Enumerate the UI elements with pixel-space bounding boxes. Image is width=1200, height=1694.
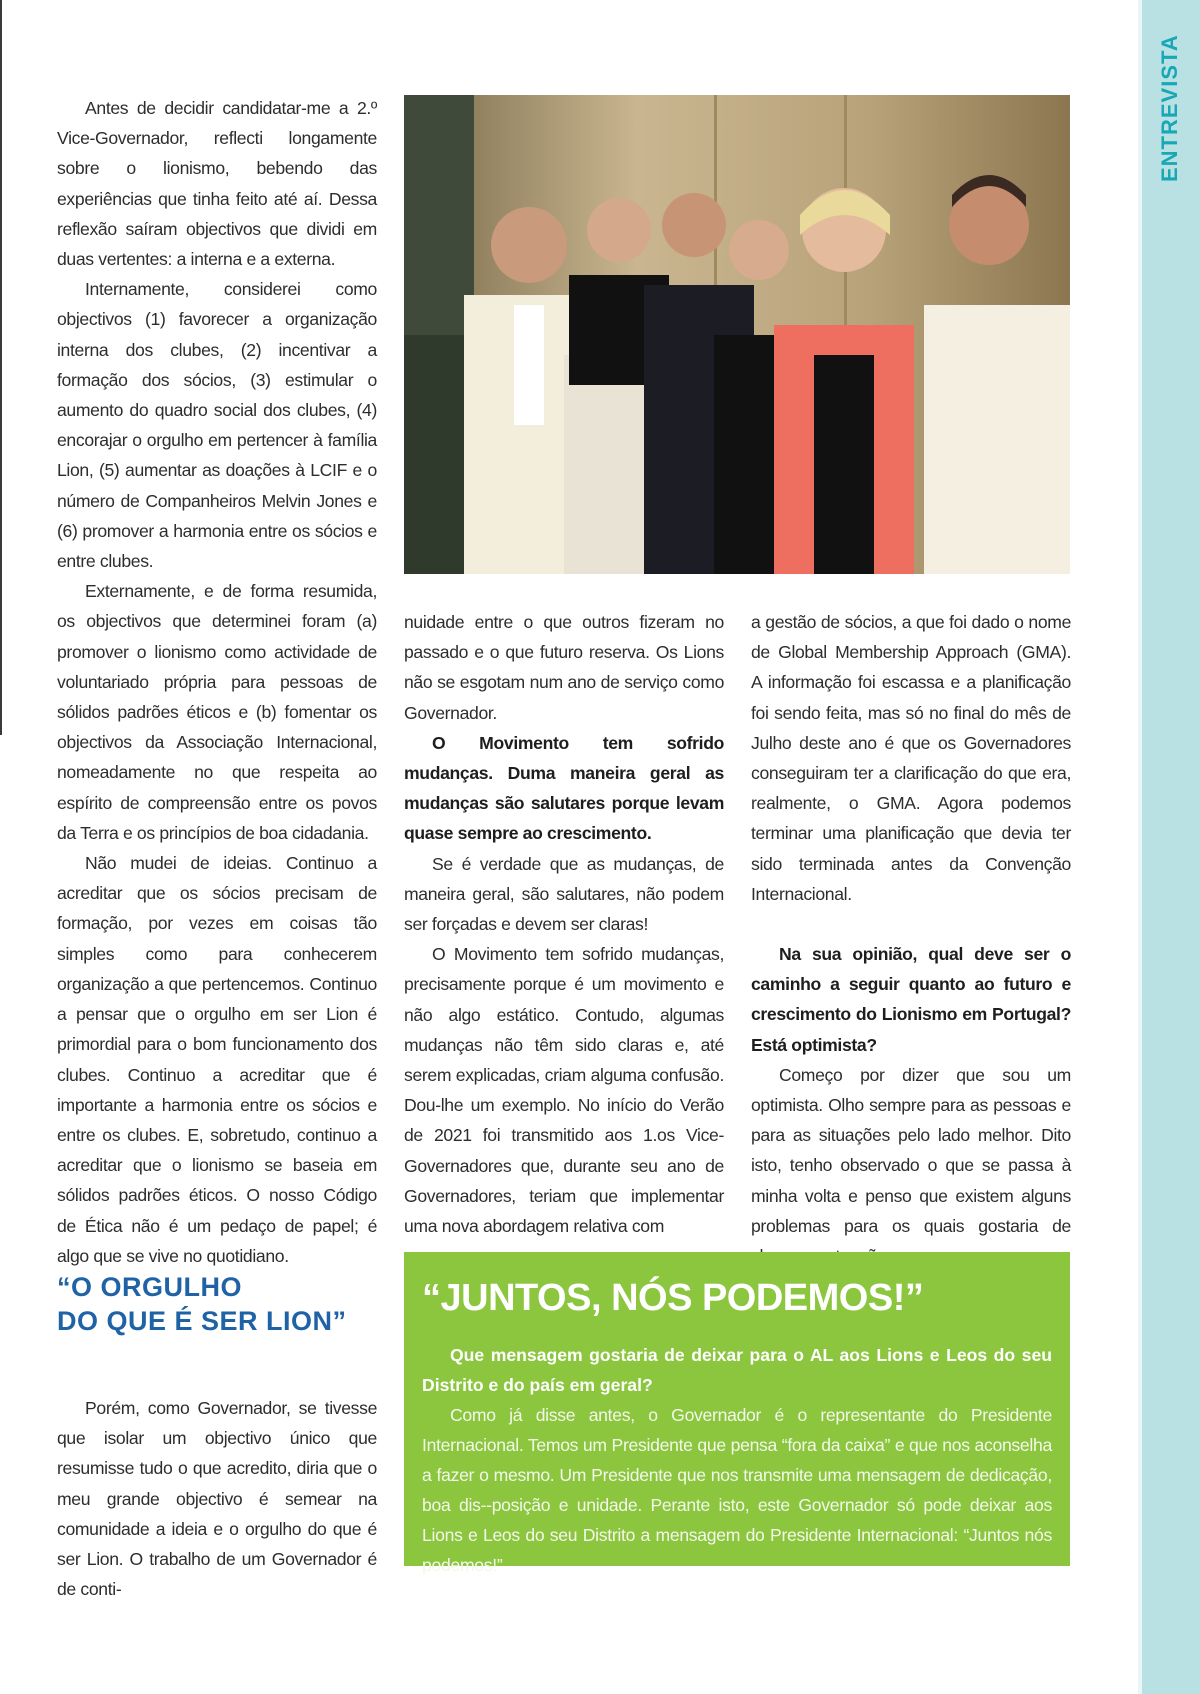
section-tag: ENTREVISTA [1157, 34, 1182, 182]
paragraph: Começo por dizer que sou um optimista. Olho sempre para as pessoas e para as situações pelo lado melhor. Dito isto, tenho observado o que se passa à minha volta e penso que existem alguns problemas para os quais gostaria de [751, 1064, 1071, 1236]
left-edge-rule [0, 0, 2, 735]
section-sidebar [1142, 0, 1200, 1694]
interview-question: Na sua opinião, qual deve ser o caminho a seguir quanto ao futuro e crescimento do Lionismo em Portugal? Está optimista? [751, 944, 1071, 1055]
paragraph: nuidade entre o que outros fizeram no passado e o que futuro reserva. Os Lions não se esgotam num ano de serviço como Governador. [404, 612, 724, 723]
paragraph: Porém, como Governador, se tivesse que isolar um objectivo único que resumisse tudo o que acredito, diria que o meu grande objectivo é semear na comunidade a ideia e o orgulho do que é ser Lion. O trabalho de um Governador é de conti- [57, 1398, 377, 1600]
paragraph: O Movimento tem sofrido mudanças, precisamente porque é um movimento e não algo estático. Contudo, algumas mudanças não têm sido claras e, até serem explicadas, criam alguma confusão. Dou-lhe um exemplo. No início do Verão de 2021 foi transmitido aos 1.os Vice-Governadores que, durante seu ano de Governadores, teriam que implementar uma nova abordagem relativa com [404, 944, 724, 1237]
group-photo [404, 95, 1070, 574]
interview-question: O Movimento tem sofrido mudanças. Duma maneira geral as mudanças são salutares porque levam quase sempre ao crescimento. [404, 732, 724, 844]
paragraph: Antes de decidir candidatar-me a 2.º Vice-Governador, reflecti longamente sobre o lionismo, bebendo das experiências que tinha feito até aí. Dessa reflexão saíram objectivos que dividi em duas vertentes: a interna e a externa. [57, 98, 377, 270]
spacer [751, 909, 1071, 939]
paragraph: Externamente, e de forma resumida, os objectivos que determinei foram (a) promover o lionismo como actividade de voluntariado própria para pessoas de sólidos padrões éticos e (b) fomentar os objectivos da Associação Internacional, nomeadamente no que respeita ao espírito de compreensão entre os povos da Terra e os princípios de boa cidadania. [57, 581, 377, 843]
interview-answer: Como já disse antes, o Governador é o representante do Presidente Internacional. Temos um Presidente que pensa “fora da caixa” e que nos aconselha a fazer o mesmo. Um Presidente que nos transmite uma mensagem de dedicação, boa dis--posição e unidade. Perante isto, este Governador só pode deixar aos Lions e Leos do seu Distrito a mensagem do Presidente Internacional: “Juntos nós podemos!” [422, 1405, 1052, 1575]
interview-question: Que mensagem gostaria de deixar para o AL aos Lions e Leos do seu Distrito e do país em geral? [422, 1345, 1052, 1395]
article-column-left-bottom [57, 1393, 377, 1604]
pull-quote-line: “O ORGULHO [57, 1272, 242, 1302]
article-column-right [751, 607, 1071, 1271]
pull-quote [57, 1270, 377, 1338]
paragraph: a gestão de sócios, a que foi dado o nome de Global Membership Approach (GMA). A informação foi escassa e a planificação foi sendo feita, mas só no final do mês de Julho deste ano é que os Governadores conseguiram ter a clarificação do que era, realmente, o GMA. Agora podemos terminar uma planificação que devia ter sido terminada antes da Convenção Internacional. [751, 612, 1071, 904]
group-photo-illustration [404, 95, 1070, 574]
article-column-middle [404, 607, 724, 1241]
article-column-left-top [57, 93, 377, 1271]
highlight-title: “JUNTOS, NÓS PODEMOS!” [422, 1277, 924, 1319]
paragraph: Internamente, considerei como objectivos (1) favorecer a organização interna dos clubes, (2) incentivar a formação dos sócios, (3) estimular o aumento do quadro social dos clubes, (4) encorajar o orgulho em pertencer à família Lion, (5) aumentar as doações à LCIF e o número de Companheiros Melvin Jones e (6) promover a harmonia entre os sócios e entre clubes. [57, 279, 377, 572]
paragraph: Se é verdade que as mudanças, de maneira geral, são salutares, não podem ser forçadas e devem ser claras! [404, 853, 724, 935]
pull-quote-line: DO QUE É SER LION” [57, 1306, 347, 1336]
highlight-box [404, 1252, 1070, 1575]
paragraph: Não mudei de ideias. Continuo a acreditar que os sócios precisam de formação, por vezes em coisas tão simples como para conhecerem organização a que pertencemos. Continuo a pensar que o orgulho em ser Lion é primordial para o bom funcionamento dos clubes. Continuo a acreditar que é importante a harmonia entre os sócios e entre os clubes. E, sobretudo, continuo a acreditar que o lionismo se baseia em sólidos padrões éticos. O nosso Código de Ética não é um pedaço de papel; é algo que se vive no quotidiano. [57, 853, 377, 1266]
